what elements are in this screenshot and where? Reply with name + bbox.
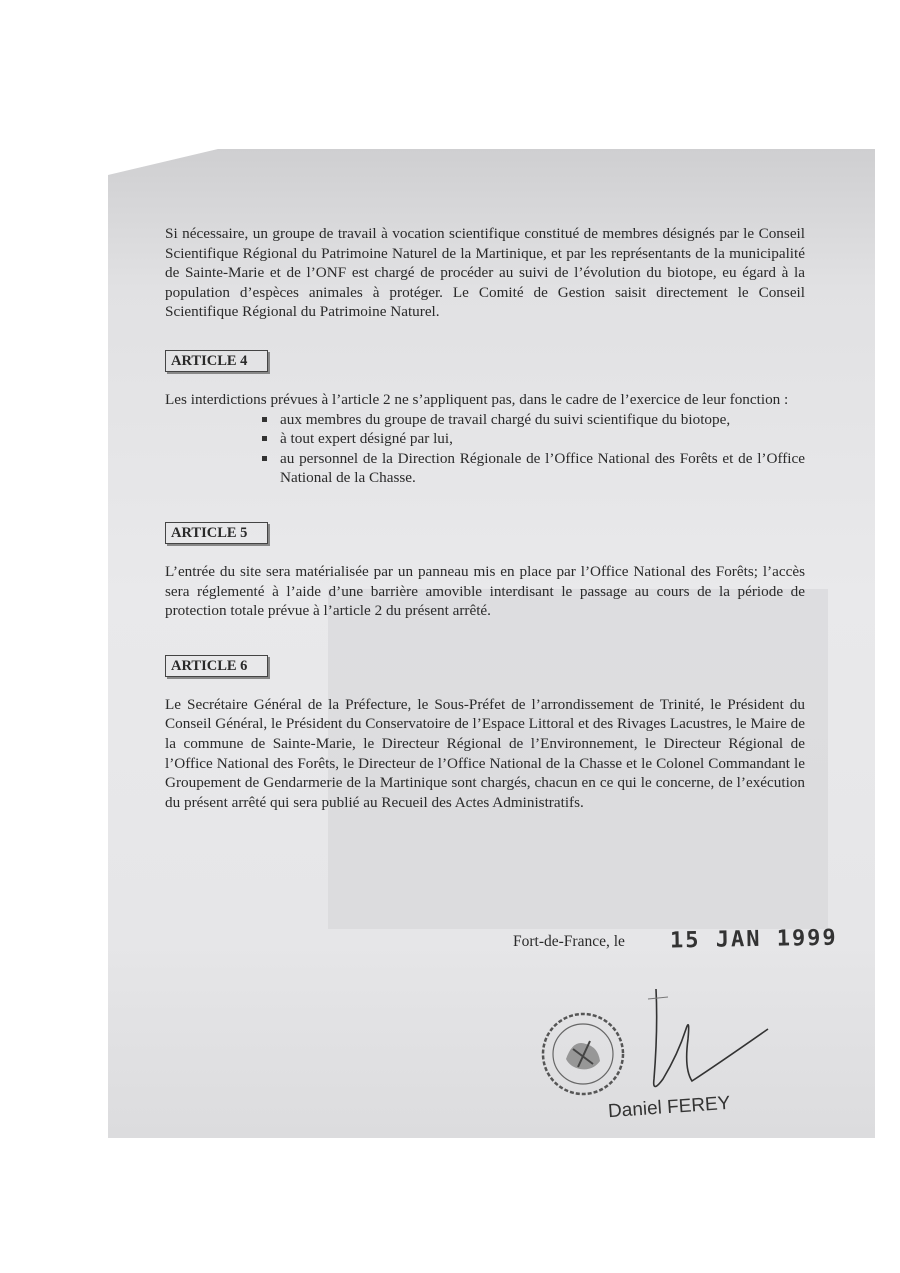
article-5-heading: ARTICLE 5 [165, 522, 268, 544]
seal-text [633, 987, 639, 997]
signer-name: Daniel FEREY [607, 1092, 732, 1123]
article-5-text: L’entrée du site sera matérialisée par un panneau mis en place par l’Office National des Forêts; l’accès sera réglementé à l’aide d’une barrière amovible interdisant le passage au cours de la période de protection totale prévue à l’article 2 du présent arrêté. [165, 562, 805, 620]
article-4-heading: ARTICLE 4 [165, 350, 268, 372]
article-4-list [165, 410, 805, 488]
list-item: aux membres du groupe de travail chargé du suivi scientifique du biotope, [260, 410, 805, 430]
list-item: au personnel de la Direction Régionale de l’Office National des Forêts et de l’Office National de la Chasse. [260, 449, 805, 488]
list-item: à tout expert désigné par lui, [260, 429, 805, 449]
page-curl [108, 149, 218, 175]
intro-paragraph: Si nécessaire, un groupe de travail à vocation scientifique constitué de membres désignés par le Conseil Scientifique Régional du Patrimoine Naturel de la Martinique, et par les représentants de la municipalité de Sainte-Marie et de l’ONF est chargé de procéder au suivi de l’évolution du biotope, eu égard à la population d’espèces animales à protéger. Le Comité de Gestion saisit directement le Conseil Scientifique Régional du Patrimoine Naturel. [165, 225, 805, 321]
document-page [108, 149, 875, 1138]
place-label: Fort-de-France, le [513, 933, 625, 950]
watermark-letters [108, 909, 173, 1138]
article-4-intro: Les interdictions prévues à l’article 2 ne s’appliquent pas, dans le cadre de l’exercice de leur fonction : [165, 390, 789, 408]
document-body [165, 224, 805, 812]
article-6-text: Le Secrétaire Général de la Préfecture, le Sous-Préfet de l’arrondissement de Trinité, le Président du Conseil Général, le Président du Conservatoire de l’Espace Littoral et des Rivages Lacustres, le Maire de la commune de Sainte-Marie, le Directeur Régional de l’Environnement, le Directeur Régional de l’Office National des Forêts, le Directeur de l’Office National de la Chasse et le Colonel Commandant le Groupement de Gendarmerie de la Martinique sont chargés, chacun en ce qui le concerne, de l’exécution du présent arrêté qui sera publié au Recueil des Actes Administratifs. [165, 695, 805, 811]
article-5-section [165, 522, 805, 621]
article-4-section [165, 350, 805, 488]
article-6-heading: ARTICLE 6 [165, 655, 268, 677]
date-stamp: 15 JAN 1999 [669, 925, 838, 954]
article-6-section [165, 655, 805, 813]
